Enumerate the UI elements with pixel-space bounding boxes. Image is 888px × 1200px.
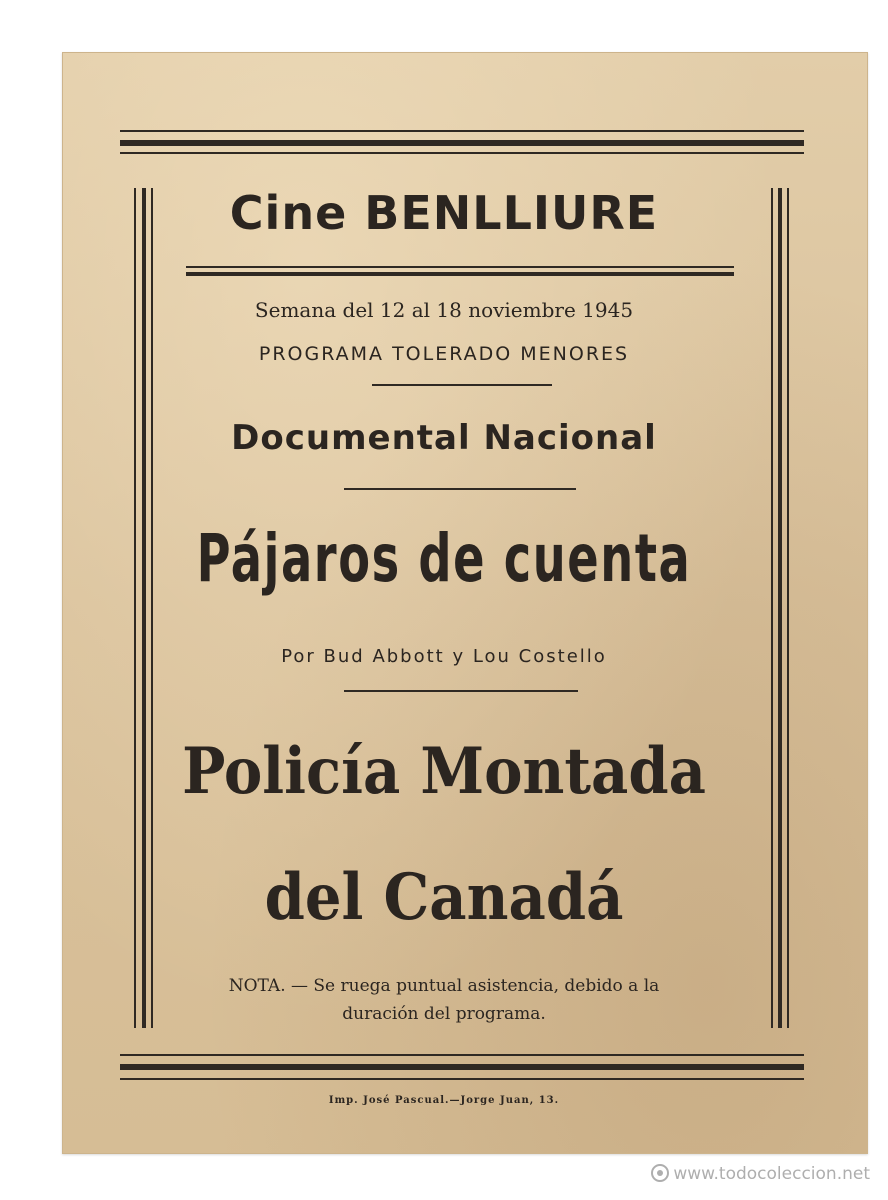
header-divider-1 <box>186 266 734 268</box>
documentary-heading: Documental Nacional <box>231 418 657 458</box>
feature2-title-line2: del Canadá <box>264 860 624 935</box>
cinema-name: Cine BENLLIURE <box>229 186 659 240</box>
bottom-border-thick <box>120 1064 804 1070</box>
divider-short-2 <box>344 488 576 490</box>
watermark-text: www.todocoleccion.net <box>673 1164 870 1184</box>
header-divider-2 <box>186 272 734 276</box>
site-watermark <box>651 1164 870 1184</box>
feature1-cast: Por Bud Abbott y Lou Costello <box>281 646 607 667</box>
feature2-title-line1: Policía Montada <box>182 734 706 809</box>
note-line2: duración del programa. <box>342 1004 546 1024</box>
week-dates: Semana del 12 al 18 noviembre 1945 <box>254 298 634 322</box>
feature1-title: Pájaros de cuenta <box>196 520 692 597</box>
bottom-border-thin <box>120 1054 804 1056</box>
top-border-thin <box>120 130 804 132</box>
rating-label: PROGRAMA TOLERADO MENORES <box>258 343 630 365</box>
top-border-thin-2 <box>120 152 804 154</box>
divider-short-1 <box>372 384 552 386</box>
top-border-thick <box>120 140 804 146</box>
note-line1: NOTA. — Se ruega puntual asistencia, debido a la <box>228 976 660 996</box>
bottom-border-thin-2 <box>120 1078 804 1080</box>
divider-short-3 <box>344 690 578 692</box>
watermark-logo-icon <box>651 1164 669 1182</box>
printer-credit: Imp. José Pascual.—Jorge Juan, 13. <box>328 1095 560 1106</box>
